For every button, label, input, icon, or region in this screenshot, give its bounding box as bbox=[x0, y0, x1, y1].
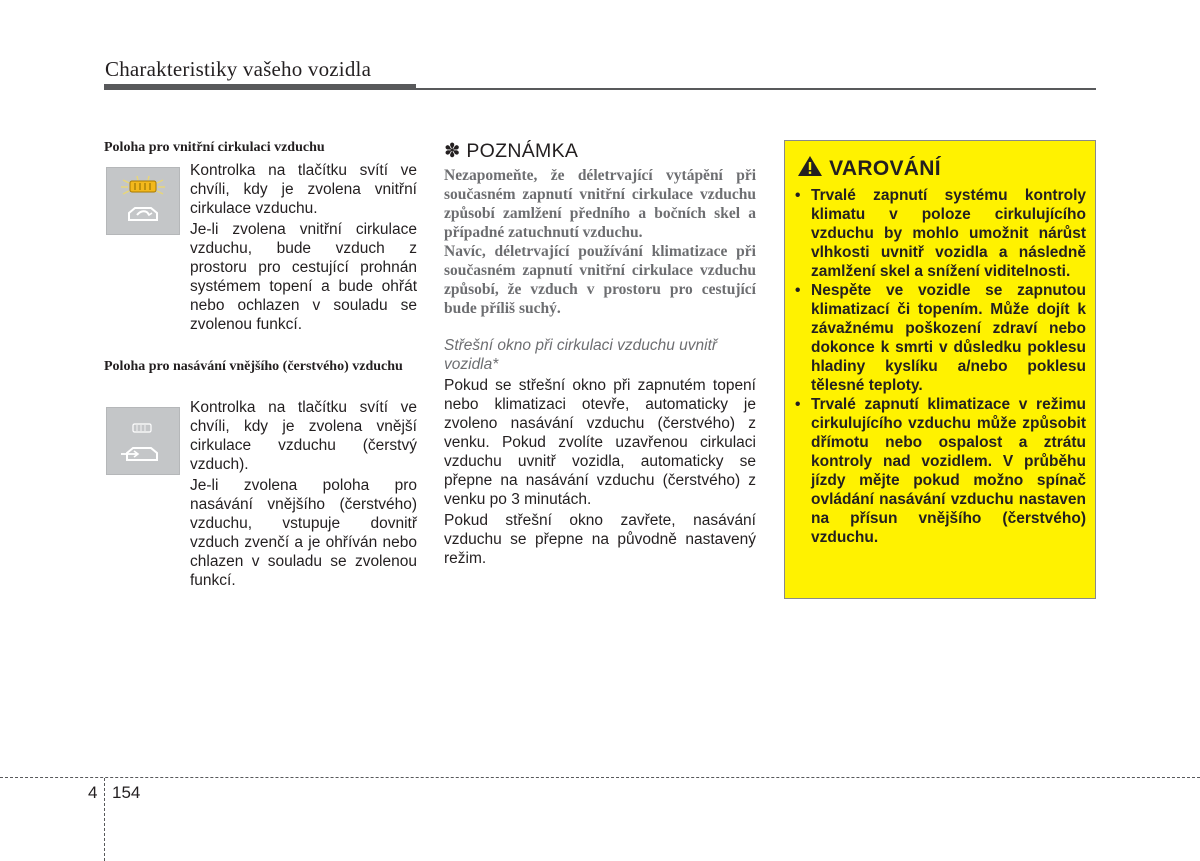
fresh-air-para-2: Je-li zvolena poloha pro nasávání vnějšího (čerstvého) vzduchu, vstupuje dovnitř vzduch zvenčí a je ohříván nebo chlazen v souladu se zvolenou funkcí. bbox=[190, 477, 417, 589]
note-para-2: Navíc, déletrvající používání klimatizace při současném zapnutí vnitřní cirkulace vzduchu způsobí, že vzduch v prostoru pro cestující bude příliš suchý. bbox=[444, 243, 756, 317]
warning-heading bbox=[797, 155, 941, 181]
section-heading-recirculation: Poloha pro vnitřní cirkulaci vzduchu bbox=[104, 140, 325, 155]
recirculation-para-2: Je-li zvolena vnitřní cirkulace vzduchu, bude vzduch z prostoru pro cestující prohnán systémem topení a bude ohřát nebo ochlazen v souladu se zvolenou funkcí. bbox=[190, 221, 417, 333]
warning-item: • Trvalé zapnutí klimatizace v režimu cirkulujícího vzduchu může způsobit dřímotu nebo ospalost a ztrátu kontroly nad vozidlem. V průběhu jízdy mějte pokud možno spínač ovládání nasávání vzduchu nastaven na přísun vnějšího (čerstvého) vzduchu. bbox=[795, 396, 1086, 546]
sunroof-para-2: Pokud střešní okno zavřete, nasávání vzduchu se přepne na původně nastavený režim. bbox=[444, 512, 756, 567]
page-header-title: Charakteristiky vašeho vozidla bbox=[105, 57, 372, 81]
chapter-number: 4 bbox=[88, 783, 98, 802]
page-number: 154 bbox=[112, 783, 141, 802]
sunroof-subheading: Střešní okno při cirkulaci vzduchu uvnitř vozidla* bbox=[444, 337, 718, 373]
note-symbol-icon: ✽ bbox=[444, 140, 461, 162]
note-para-1: Nezapomeňte, že déletrvající vytápění při současném zapnutí vnitřní cirkulace vzduchu způsobí zamlžení předního a bočních skel a případné zatuchnutí vzduchu. bbox=[444, 167, 756, 241]
footer-dashed-vertical bbox=[104, 778, 105, 861]
warning-item: • Trvalé zapnutí systému kontroly klimatu v poloze cirkulujícího vzduchu by mohlo umožnit nárůst vlhkosti uvnitř vozidla a následně zamlžení skel a snížení viditelnosti. bbox=[795, 187, 1086, 280]
warning-box bbox=[784, 140, 1096, 599]
warning-list bbox=[793, 186, 1086, 547]
fresh-air-para-1: Kontrolka na tlačítku svítí ve chvíli, kdy je zvolena vnější cirkulace vzduchu (čerstvý vzduch). bbox=[190, 399, 417, 473]
note-title: POZNÁMKA bbox=[466, 140, 579, 162]
section-heading-fresh-air: Poloha pro nasávání vnějšího (čerstvého) vzduchu bbox=[104, 359, 403, 374]
recirculation-button-icon bbox=[106, 167, 180, 235]
warning-triangle-icon bbox=[797, 155, 823, 177]
fresh-air-button-icon bbox=[106, 407, 180, 475]
sunroof-para-1: Pokud se střešní okno při zapnutém topení nebo klimatizaci otevře, automaticky je zvoleno nasávání vzduchu (čerstvého) z venku. Pokud zvolíte uzavřenou cirkulaci vzduchu uvnitř vozidla, automaticky se přepne na nasávání vzduchu (čerstvého) z venku po 3 minutách. bbox=[444, 377, 756, 508]
note-heading bbox=[444, 139, 756, 163]
header-rule-thick bbox=[104, 84, 416, 90]
footer-dashed-rule bbox=[0, 777, 1200, 778]
recirculation-para-1: Kontrolka na tlačítku svítí ve chvíli, kdy je zvolena vnitřní cirkulace vzduchu. bbox=[190, 162, 417, 217]
warning-item: • Nespěte ve vozidle se zapnutou klimatizací či topením. Může dojít k závažnému poškození zdraví nebo dokonce k smrti v důsledku poklesu hladiny kyslíku a/nebo poklesu tělesné teploty. bbox=[795, 282, 1086, 394]
header-rule-thin bbox=[416, 88, 1096, 90]
middle-column bbox=[444, 139, 756, 568]
warning-title: VAROVÁNÍ bbox=[829, 157, 941, 180]
